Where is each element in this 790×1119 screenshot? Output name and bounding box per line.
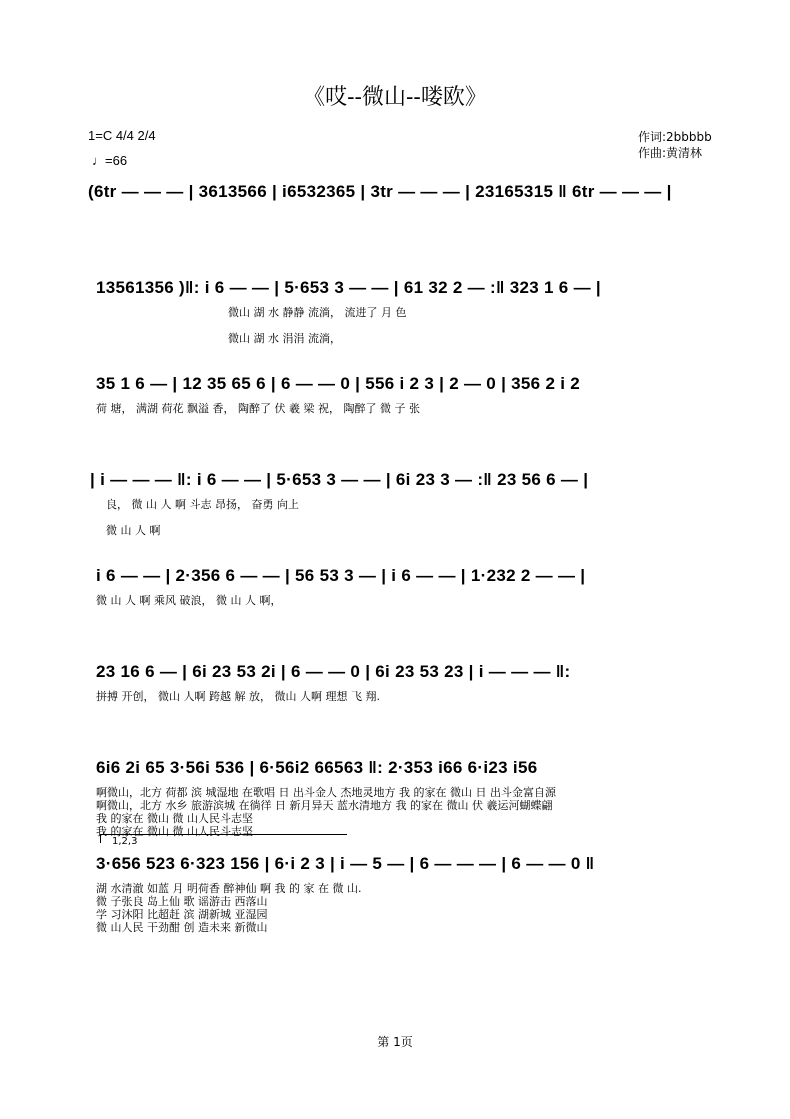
volta-label: 1,2,3	[112, 836, 138, 847]
lyric-row-6: 拼搏 开创， 微山 人啊 跨越 解 放， 微山 人啊 理想 飞 翔.	[96, 690, 380, 703]
lyric-row-2-verse-2: 微山 湖 水 涓涓 流淌，	[228, 332, 341, 345]
notation-row-5: i 6 — — | 2·356 6 — — | 56 53 3 — | i 6 — — | 1·232 2 — — |	[96, 566, 586, 585]
page-number: 第 1页	[377, 1035, 413, 1049]
composer-credit: 作曲:黄清林	[638, 146, 703, 160]
lyric-row-2-verse-1: 微山 湖 水 静静 流淌， 流进了 月 色	[228, 306, 407, 319]
lyric-row-4-verse-1: 良， 微 山 人 啊 斗志 昂扬， 奋勇 向上	[106, 498, 299, 511]
notation-row-2: 13561356 )‖: i 6 — — | 5·653 3 — — | 61 32 2 — :‖ 323 1 6 — |	[96, 278, 601, 297]
key-signature: 1=C 4/4 2/4	[88, 128, 156, 143]
lyric-row-7-verse-2: 啊微山，北方 水乡 旅游滨城 在徜徉 日 新月异天 蓝水清地方 我 的家在 微山 伏 羲运河蝴蝶翩	[96, 799, 553, 812]
lyric-row-4-verse-2: 微 山 人 啊	[106, 524, 161, 537]
lyricist-credit: 作词:2bbbbb	[638, 130, 712, 144]
notation-row-1: (6tr — — — | 3613566 | i6532365 | 3tr — — — | 23165315 ‖ 6tr — — — |	[88, 182, 672, 201]
lyric-row-7-verse-1: 啊微山，北方 荷都 滨 城湿地 在歌唱 日 出斗金人 杰地灵地方 我 的家在 微山 日 出斗金富自源	[96, 786, 556, 799]
notation-row-6: 23 16 6 — | 6i 23 53 2i | 6 — — 0 | 6i 23 53 23 | i — — — ‖:	[96, 662, 571, 681]
notation-row-8: 3·656 523 6·323 156 | 6·i 2 3 | i — 5 — | 6 — — — | 6 — — 0 ‖	[96, 854, 595, 873]
lyric-row-7-verse-4: 我 的家在 微山 微 山人民斗志坚	[96, 825, 253, 838]
lyric-row-7-verse-3: 我 的家在 微山 微 山人民斗志坚	[96, 812, 253, 825]
lyric-row-5: 微 山 人 啊 乘风 破浪， 微 山 人 啊，	[96, 594, 282, 607]
notation-row-7: 6i6 2i 65 3·56i 536 | 6·56i2 66563 ‖: 2·353 i66 6·i23 i56	[96, 758, 538, 777]
notation-row-3: 35 1 6 — | 12 35 65 6 | 6 — — 0 | 556 i 2 3 | 2 — 0 | 356 2 i 2	[96, 374, 581, 393]
lyric-row-8-verse-1: 湖 水清澈 如蓝 月 明荷香 醉神仙 啊 我 的 家 在 微 山.	[96, 882, 362, 895]
lyric-row-8-verse-4: 微 山人民 干劲酣 创 造未来 新微山	[96, 921, 268, 934]
notation-row-4: | i — — — ‖: i 6 — — | 5·653 3 — — | 6i 23 3 — :‖ 23 56 6 — |	[90, 470, 589, 489]
lyric-row-3: 荷 塘， 满湖 荷花 飘溢 香， 陶醉了 伏 羲 梁 祝， 陶醉了 微 子 张	[96, 402, 420, 415]
lyric-row-8-verse-2: 微 子张良 岛上仙 歌 谣游击 西落山	[96, 895, 268, 908]
tempo-marking: ♩=66	[92, 153, 128, 168]
lyric-row-8-verse-3: 学 习沐阳 比超赶 滨 湖新城 亚湿园	[96, 908, 268, 921]
song-title: 《哎--微山--喽欧》	[303, 85, 487, 110]
